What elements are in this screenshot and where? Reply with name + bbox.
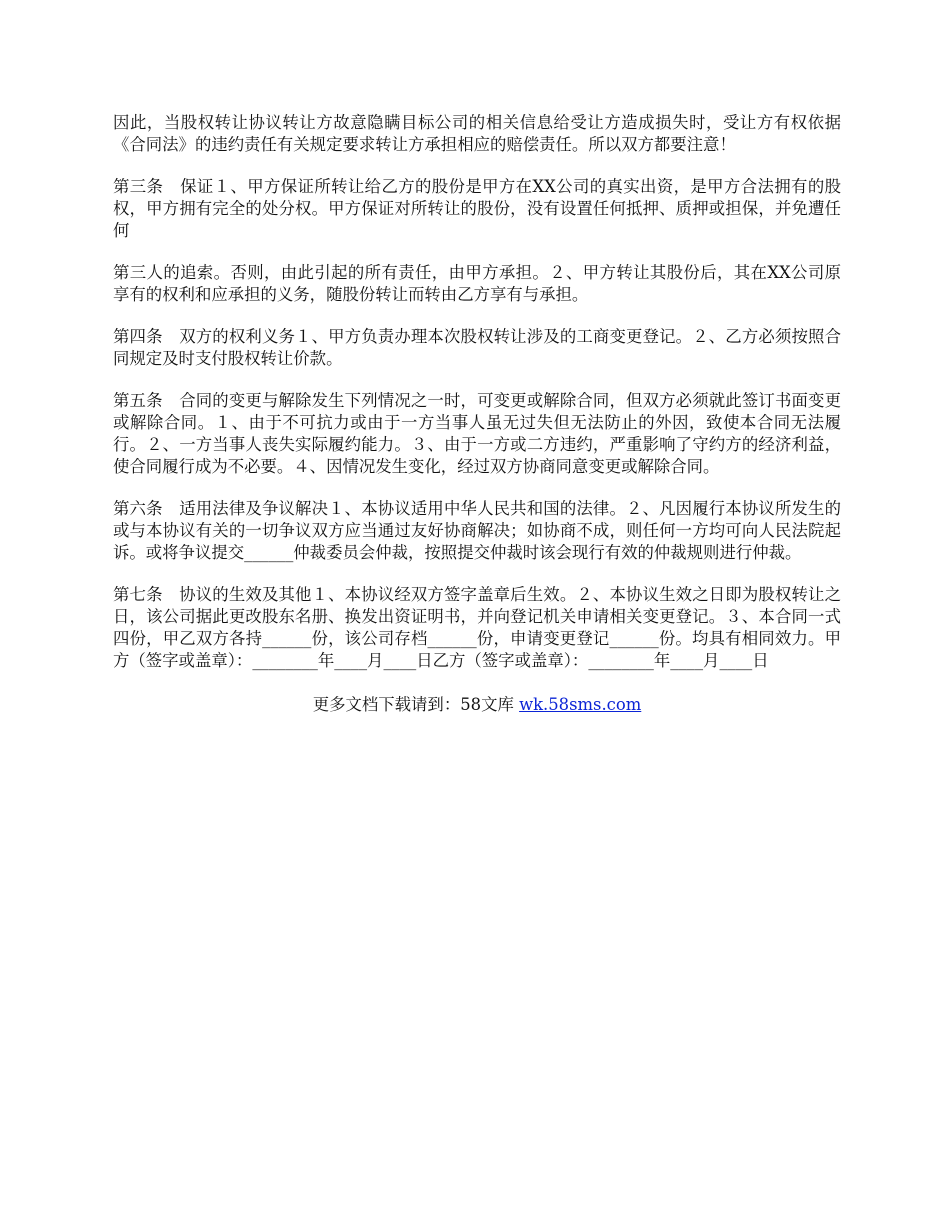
paragraph-article-5: 第五条 合同的变更与解除发生下列情况之一时，可变更或解除合同，但双方必须就此签订书面变更或解除合同。１、由于不可抗力或由于一方当事人虽无过失但无法防止的外因，致使本合同无法履行。２、一方当事人丧失实际履约能力。３、由于一方或二方违约，严重影响了守约方的经济利益，使合同履行成为不必要。４、因情况发生变化，经过双方协商同意变更或解除合同。: [113, 391, 841, 476]
document-page: [113, 112, 841, 716]
download-footer: [113, 694, 841, 716]
paragraph-article-4: 第四条 双方的权利义务１、甲方负责办理本次股权转让涉及的工商变更登记。２、乙方必须按照合同规定及时支付股权转让价款。: [113, 327, 841, 368]
paragraph-intro: 因此，当股权转让协议转让方故意隐瞒目标公司的相关信息给受让方造成损失时，受让方有权依据《合同法》的违约责任有关规定要求转让方承担相应的赔偿责任。所以双方都要注意！: [113, 113, 841, 154]
footer-link[interactable]: wk.58sms.com: [519, 695, 642, 714]
paragraph-article-7: 第七条 协议的生效及其他１、本协议经双方签字盖章后生效。２、本协议生效之日即为股权转让之日，该公司据此更改股东名册、换发出资证明书，并向登记机关申请相关变更登记。３、本合同一式四份，甲乙双方各持______份，该公司存档______份，申请变更登记______份。均具有相同效力。甲方（签字或盖章）：________年____月____日乙方（签字或盖章）：________年____月____日: [113, 585, 841, 670]
footer-prefix: 更多文档下载请到：58文库: [312, 695, 520, 714]
paragraph-article-6: 第六条 适用法律及争议解决１、本协议适用中华人民共和国的法律。２、凡因履行本协议所发生的或与本协议有关的一切争议双方应当通过友好协商解决；如协商不成，则任何一方均可向人民法院起诉。或将争议提交______仲裁委员会仲裁，按照提交仲裁时该会现行有效的仲裁规则进行仲裁。: [113, 499, 841, 562]
paragraph-article-3-cont: 第三人的追索。否则，由此引起的所有责任，由甲方承担。２、甲方转让其股份后，其在XX公司原享有的权利和应承担的义务，随股份转让而转由乙方享有与承担。: [113, 263, 841, 304]
paragraph-article-3: 第三条 保证１、甲方保证所转让给乙方的股份是甲方在XX公司的真实出资，是甲方合法拥有的股权，甲方拥有完全的处分权。甲方保证对所转让的股份，没有设置任何抵押、质押或担保，并免遭任何: [113, 177, 841, 240]
